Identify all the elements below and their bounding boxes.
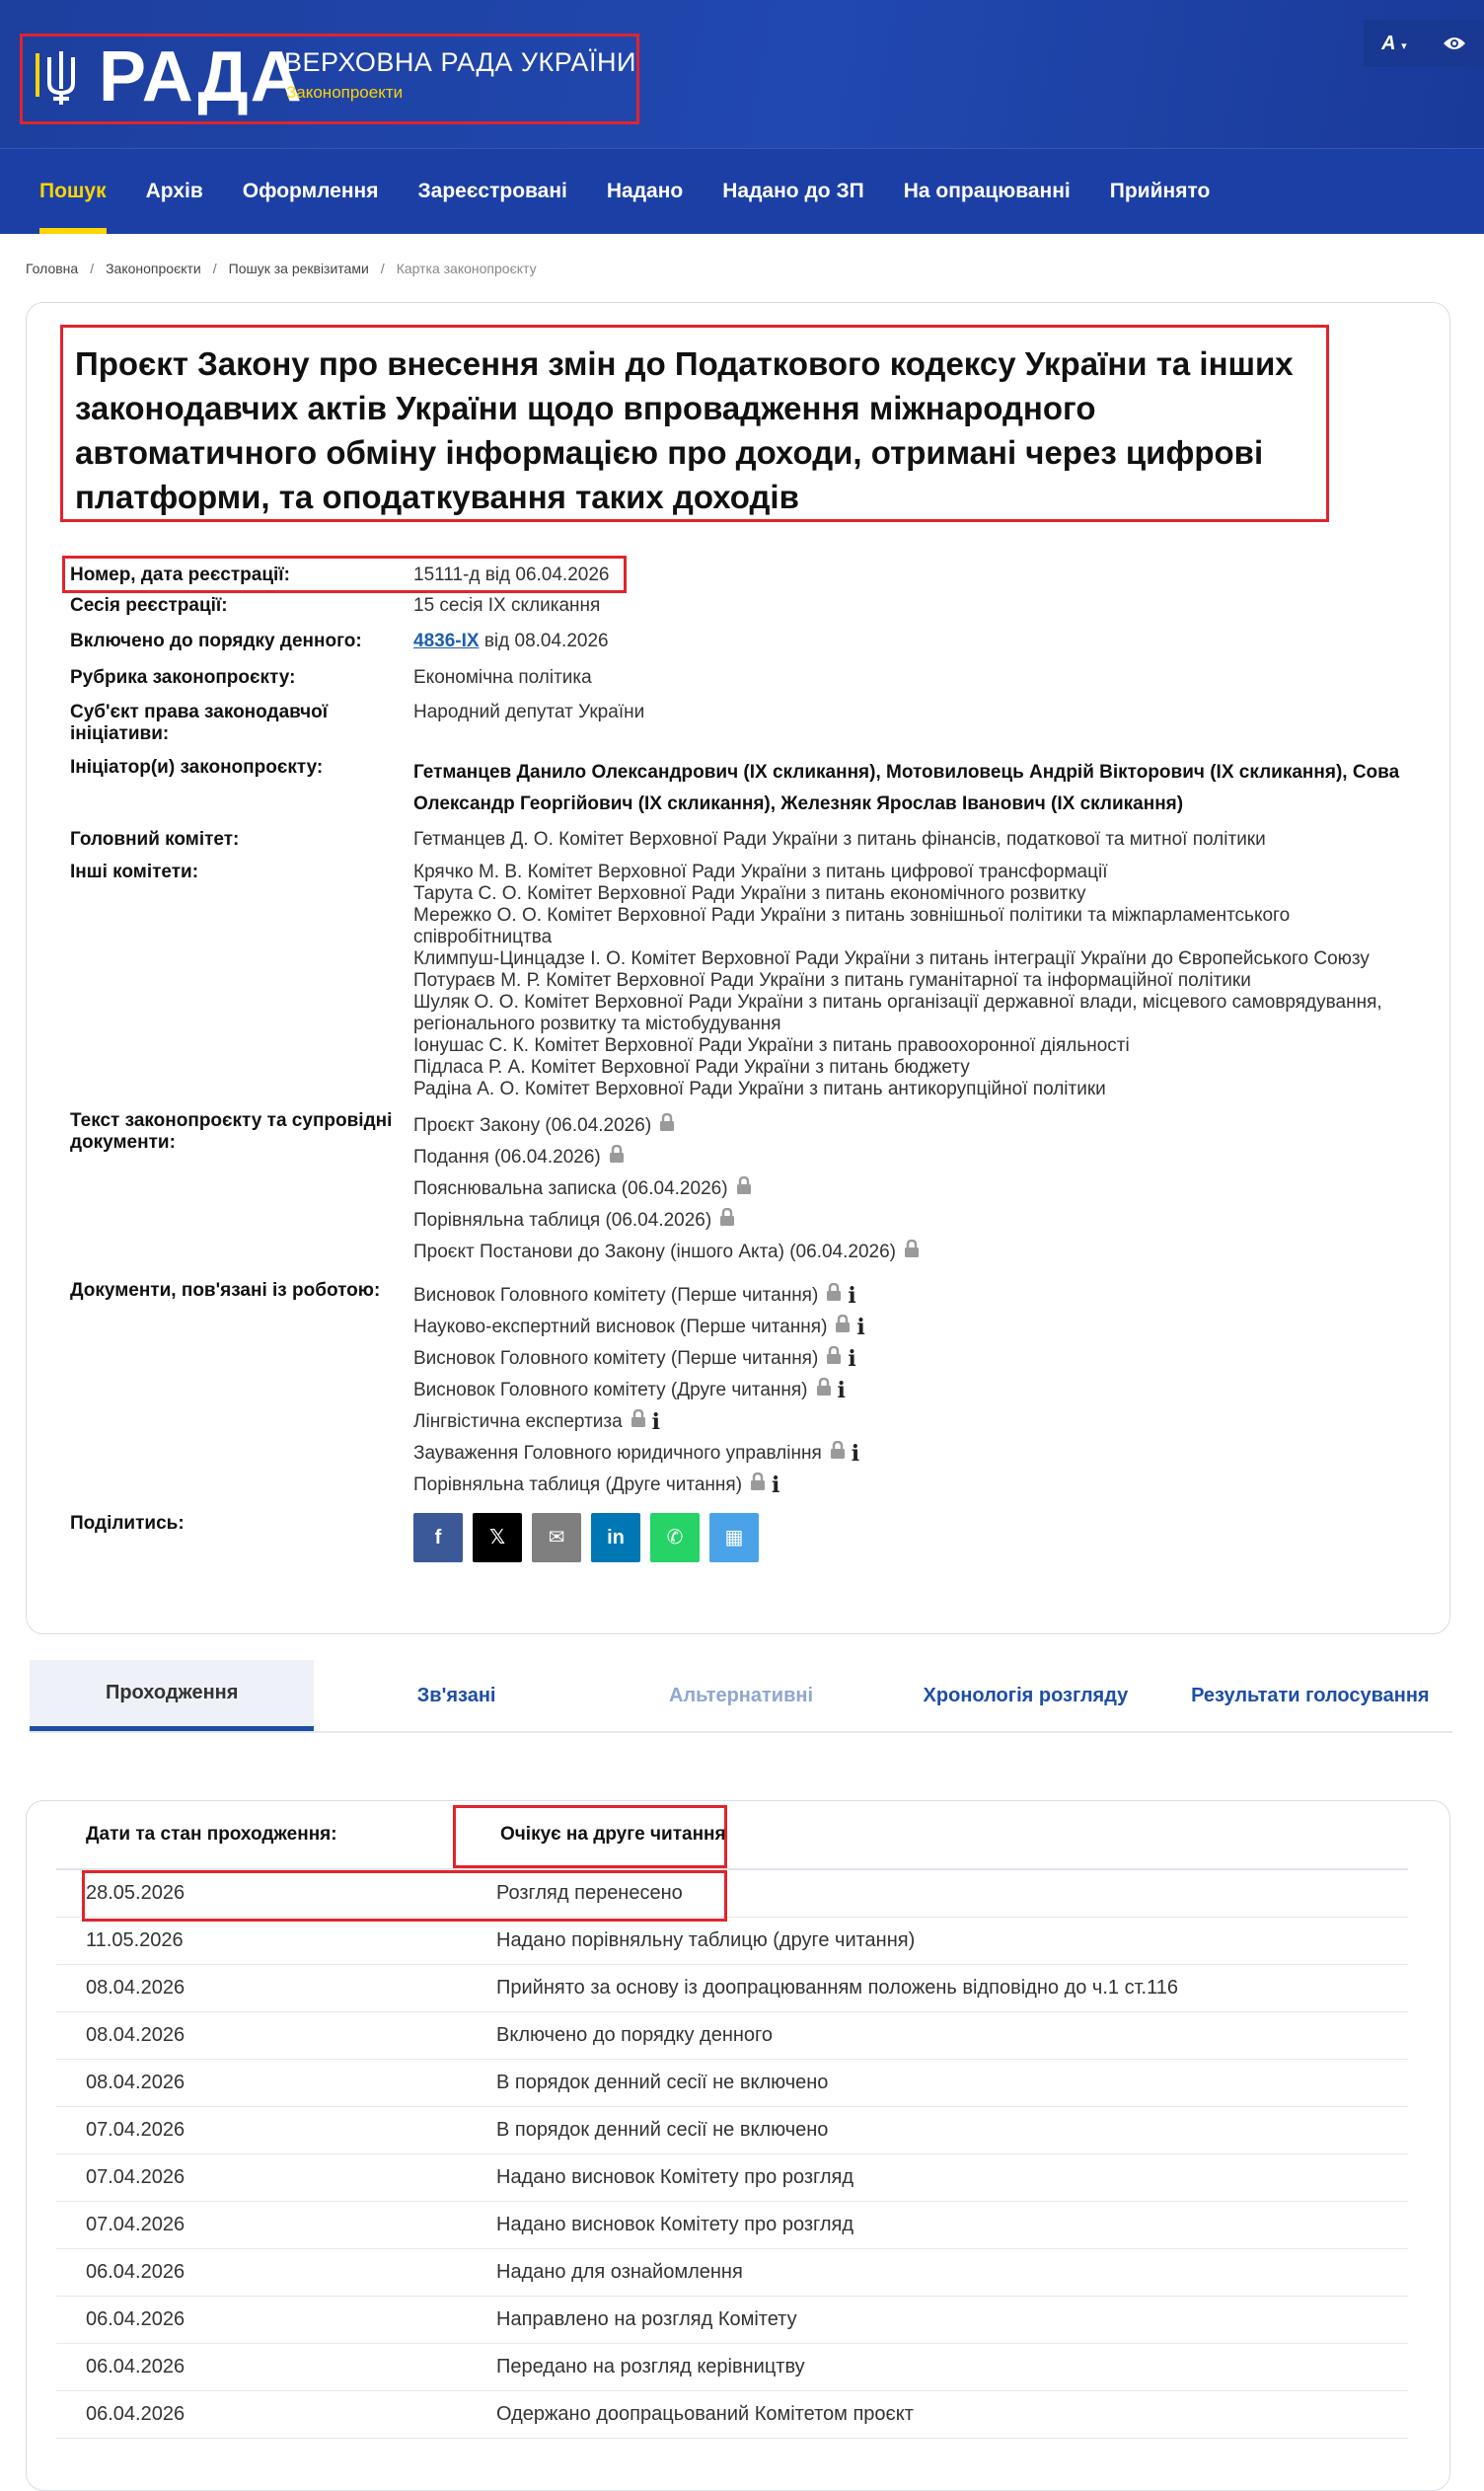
committee-item: Крячко М. В. Комітет Верховної Ради України з питань цифрової трансформації [413,862,1108,882]
info-icon[interactable]: i [651,1409,661,1435]
history-status: Розгляд перенесено [496,1882,683,1904]
texts-list [413,1110,1432,1268]
tab-item: Альтернативні [668,1684,814,1706]
document-link[interactable]: Подання (06.04.2026) [413,1147,601,1168]
history-date: 06.04.2026 [86,2308,186,2330]
work-document-link[interactable]: Зауваження Головного юридичного управління [413,1443,822,1464]
bill-title: Проєкт Закону про внесення змін до Податкового кодексу України та інших законодавчих актів України щодо впровадження міжнародного автоматичного обміну інформацією про доходи, отримані через цифрові платформи, та оподаткування таких доходів [75,345,1294,515]
main-committee-row [70,822,1432,858]
chevron-down-icon: ▾ [1401,39,1407,52]
history-date: 07.04.2026 [86,2214,186,2235]
history-status: Передано на розгляд керівництву [496,2356,805,2378]
agenda-link[interactable]: 4836-IX [413,631,480,651]
breadcrumb-item[interactable]: Пошук за реквізитами [228,261,369,276]
agenda-date: від 08.04.2026 [479,631,609,651]
work-document-item [413,1280,1432,1312]
history-status: Направлено на розгляд Комітету [496,2308,797,2330]
committee-item: Тарута С. О. Комітет Верховної Ради України з питань економічного розвитку [413,883,1086,904]
info-icon[interactable]: i [856,1315,865,1340]
reg-value: 15111-д від 06.04.2026 [413,565,610,585]
history-status: Надано для ознайомлення [496,2261,743,2283]
info-icon[interactable]: i [837,1378,846,1403]
bill-tabs [30,1660,1452,1733]
history-row [56,2154,1408,2202]
work-docs-label: Документи, пов'язані із роботою: [70,1280,381,1301]
history-status: Надано висновок Комітету про розгляд [496,2214,854,2235]
linkedin-icon: in [607,1527,625,1548]
agenda-row [70,623,1432,660]
history-row [56,2249,1408,2297]
nav-item[interactable]: Зареєстровані [417,180,567,202]
committee-item: Климпуш-Цинцадзе І. О. Комітет Верховної Ради України з питань інтеграції України до Європейського Союзу [413,948,1370,969]
logo-wordmark[interactable]: РАДА [99,38,304,116]
breadcrumb-separator: / [380,261,385,276]
history-status: Надано висновок Комітету про розгляд [496,2166,854,2188]
lock-icon [816,1375,832,1406]
initiators-row [70,753,1432,822]
lock-icon [904,1237,920,1268]
breadcrumb-item[interactable]: Головна [26,261,79,276]
committee-item: Підласа Р. А. Комітет Верховної Ради України з питань бюджету [413,1057,970,1078]
subject-label: Суб'єкт права законодавчої ініціативи: [70,702,329,744]
initiators-label: Ініціатор(и) законопроєкту: [70,757,324,778]
history-date: 07.04.2026 [86,2166,186,2188]
lock-icon [659,1110,675,1142]
work-document-item [413,1470,1432,1501]
main-committee-label: Головний комітет: [70,829,240,850]
main-nav [0,148,1484,234]
tab-item[interactable]: Зв'язані [416,1684,496,1706]
email-share-button[interactable] [532,1513,581,1562]
lock-icon [631,1406,646,1438]
tab-item[interactable]: Хронологія розгляду [923,1684,1129,1706]
breadcrumb-separator: / [90,261,95,276]
subject-row [70,696,1432,753]
tab-item[interactable]: Результати голосування [1191,1684,1430,1706]
nav-item[interactable]: Надано до ЗП [722,180,864,202]
lock-icon [609,1142,625,1173]
bill-card [26,302,1450,1634]
main-committee-value: Гетманцев Д. О. Комітет Верховної Ради України з питань фінансів, податкової та митної політики [413,829,1266,850]
document-link[interactable]: Проєкт Закону (06.04.2026) [413,1115,652,1136]
lock-icon [835,1312,851,1343]
work-document-link[interactable]: Науково-експертний висновок (Перше читання) [413,1317,828,1337]
history-status: Одержано доопрацьований Комітетом проєкт [496,2403,914,2425]
session-label: Сесія реєстрації: [70,595,228,616]
agenda-label: Включено до порядку денного: [70,631,362,651]
work-document-link[interactable]: Висновок Головного комітету (Перше читання) [413,1285,819,1306]
history-date: 28.05.2026 [86,1882,186,1904]
history-row [56,2060,1408,2107]
work-document-item [413,1406,1432,1438]
facebook-share-button[interactable] [413,1513,463,1562]
qr-share-button[interactable] [709,1513,759,1562]
history-card [26,1800,1450,2491]
share-buttons [413,1513,1432,1562]
rubric-value: Економічна політика [413,667,592,688]
document-link[interactable]: Пояснювальна записка (06.04.2026) [413,1178,728,1199]
breadcrumb-item[interactable]: Законопроєкти [106,261,201,276]
history-status: Надано порівняльну таблицю (друге читання) [496,1929,916,1951]
work-document-link[interactable]: Висновок Головного комітету (Друге читання) [413,1380,808,1400]
history-row [56,1918,1408,1965]
lock-icon [826,1343,842,1375]
work-document-item [413,1438,1432,1470]
info-icon[interactable]: i [851,1441,860,1467]
history-row [56,2012,1408,2060]
whatsapp-share-button[interactable] [650,1513,700,1562]
committee-item: Шуляк О. О. Комітет Верховної Ради України з питань організації державної влади, місцевого самоврядування, регіонального розвитку та містобудування [413,992,1382,1034]
history-date: 08.04.2026 [86,1977,186,1999]
history-status: В порядок денний сесії не включено [496,2119,829,2141]
document-link[interactable]: Порівняльна таблиця (06.04.2026) [413,1210,712,1231]
rubric-label: Рубрика законопроєкту: [70,667,296,688]
history-current-status: Очікує на друге читання [500,1824,726,1845]
lock-icon [750,1470,766,1501]
nav-item[interactable]: На опрацюванні [903,180,1071,202]
work-docs-list [413,1280,1432,1501]
x-icon: 𝕏 [488,1527,506,1548]
reg-label: Номер, дата реєстрації: [70,565,290,585]
history-table [56,1801,1408,2439]
facebook-icon: f [434,1527,442,1548]
committee-item: Радіна А. О. Комітет Верховної Ради України з питань антикорупційної політики [413,1079,1106,1099]
breadcrumb-item: Картка законопроєкту [396,261,537,276]
history-status: Включено до порядку денного [496,2024,774,2046]
work-document-link[interactable]: Порівняльна таблиця (Друге читання) [413,1474,743,1495]
committee-item: Мережко О. О. Комітет Верховної Ради України з питань зовнішньої політики та міжпарламентського співробітництва [413,905,1291,947]
nav-item[interactable]: Оформлення [242,180,379,202]
history-rows [56,1870,1408,2439]
history-row [56,1965,1408,2012]
document-item [413,1237,1432,1268]
tab-item[interactable]: Проходження [30,1660,314,1731]
lock-icon [719,1205,735,1237]
work-document-link[interactable]: Висновок Головного комітету (Перше читання) [413,1348,819,1369]
session-row [70,589,1432,623]
linkedin-share-button[interactable] [591,1513,640,1562]
bill-info [70,562,1432,1562]
nav-item[interactable]: Архів [145,180,203,202]
x-share-button[interactable] [473,1513,522,1562]
share-area [413,1513,1432,1562]
eye-icon[interactable] [1443,36,1466,51]
info-icon[interactable]: i [848,1346,856,1372]
trident-icon[interactable] [36,49,87,107]
nav-item[interactable]: Прийнято [1109,180,1211,202]
site-title: ВЕРХОВНА РАДА УКРАЇНИ [284,47,636,77]
site-header [0,0,1484,148]
rubric-row [70,660,1432,696]
nav-item[interactable]: Пошук [20,149,126,234]
email-icon: ✉ [548,1527,565,1548]
agenda-value [413,631,1432,652]
qr-icon: ▦ [724,1527,744,1548]
reg-row [70,562,1432,589]
document-item [413,1110,1432,1142]
history-date: 06.04.2026 [86,2261,186,2283]
site-subtitle: Законопроекти [286,83,404,102]
history-row [56,2391,1408,2439]
initiators-value: Гетманцев Данило Олександрович (IX скликання), Мотовиловець Андрій Вікторович (IX скликання), Сова Олександр Георгійович (IX скликання), Железняк Ярослав Іванович (IX скликання) [413,762,1400,814]
other-committees-row [70,858,1432,1100]
history-status: Прийнято за основу із доопрацюванням положень відповідно до ч.1 ст.116 [496,1977,1178,1999]
history-date: 11.05.2026 [86,1929,184,1951]
history-row [56,1870,1408,1918]
other-committees-label: Інші комітети: [70,862,199,882]
session-value: 15 сесія IX скликання [413,595,601,616]
texts-row [70,1100,1432,1268]
work-docs-row [70,1268,1432,1501]
lock-icon [826,1280,842,1312]
work-document-item [413,1375,1432,1406]
other-committees-list [413,862,1432,1100]
document-item [413,1142,1432,1173]
bill-title-box [60,325,1329,522]
font-size-toggle[interactable] [1381,33,1407,55]
info-icon[interactable]: i [772,1472,780,1498]
subject-value: Народний депутат України [413,702,645,722]
whatsapp-icon: ✆ [666,1527,684,1548]
lock-icon [736,1173,752,1205]
history-row [56,2297,1408,2344]
history-row [56,2107,1408,2154]
committee-item: Потураєв М. Р. Комітет Верховної Ради України з питань гуманітарної та інформаційної політики [413,970,1251,991]
document-item [413,1173,1432,1205]
history-header-label: Дати та стан проходження: [86,1824,337,1845]
work-document-item [413,1312,1432,1343]
font-size-label: А [1381,32,1396,54]
history-date: 08.04.2026 [86,2024,186,2046]
breadcrumb [0,234,1484,303]
committee-item: Іонушас С. К. Комітет Верховної Ради України з питань правоохоронної діяльності [413,1035,1130,1056]
breadcrumb-separator: / [212,261,217,276]
document-link[interactable]: Проєкт Постанови до Закону (іншого Акта) (06.04.2026) [413,1242,896,1262]
history-status: В порядок денний сесії не включено [496,2072,829,2093]
history-header [56,1801,1408,1870]
work-document-item [413,1343,1432,1375]
history-row [56,2344,1408,2391]
nav-item[interactable]: Надано [606,180,684,202]
share-label: Поділитись: [70,1513,185,1534]
header-tools [1364,20,1484,67]
history-date: 08.04.2026 [86,2072,186,2093]
history-date: 06.04.2026 [86,2403,186,2425]
history-date: 07.04.2026 [86,2119,186,2141]
info-icon[interactable]: i [848,1283,856,1309]
work-document-link[interactable]: Лінгвістична експертиза [413,1411,623,1432]
share-row [70,1501,1432,1562]
lock-icon [830,1438,846,1470]
texts-label: Текст законопроєкту та супровідні документи: [70,1110,393,1153]
history-date: 06.04.2026 [86,2356,186,2378]
document-item [413,1205,1432,1237]
history-row [56,2202,1408,2249]
